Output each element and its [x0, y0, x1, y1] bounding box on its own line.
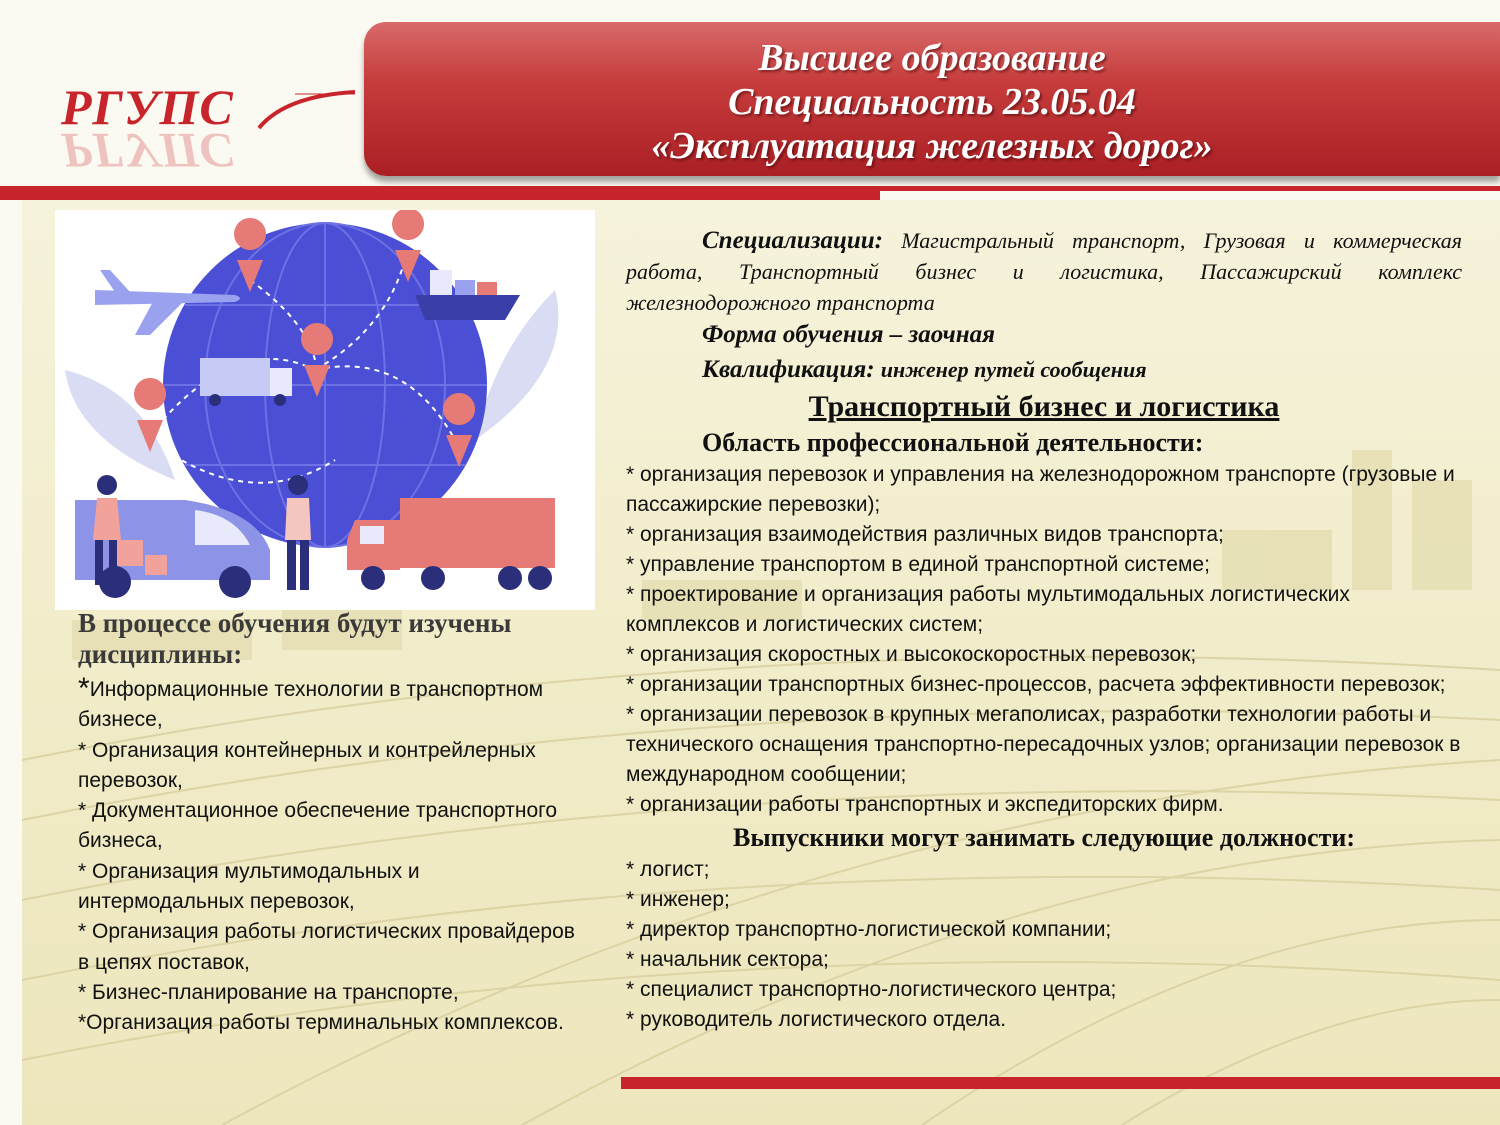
graduates-title: Выпускники могут занимать следующие должности: [733, 823, 1355, 852]
list-item: * управление транспортом в единой транспортной системе; [626, 553, 1210, 576]
list-item: * Бизнес-планирование на транспорте, [78, 980, 459, 1004]
disciplines-block [78, 608, 578, 1039]
specializations-label: Специализации: [702, 227, 884, 254]
list-item: * начальник сектора; [626, 948, 829, 971]
activity-area-title: Область профессиональной деятельности: [702, 428, 1204, 457]
list-item: * специалист транспортно-логистического центра; [626, 978, 1117, 1001]
list-item [78, 674, 578, 736]
list-item: * организация скоростных и высокоскоростных перевозок; [626, 643, 1197, 666]
list-item: * проектирование и организация работы мультимодальных логистических комплексов и логистических систем; [626, 583, 1350, 636]
profile-title: Транспортный бизнес и логистика [808, 390, 1280, 423]
list-item: * руководитель логистического отдела. [626, 1008, 1007, 1031]
header-banner [364, 22, 1500, 176]
list-item: * Организация мультимодальных и интермодальных перевозок, [78, 859, 420, 914]
footer-divider [621, 1077, 1500, 1089]
specializations [626, 225, 1462, 318]
header-line-3: «Эксплуатация железных дорог» [651, 125, 1213, 167]
rgups-logo[interactable] [55, 78, 355, 178]
logo-swoosh [255, 78, 355, 138]
list-item: * инженер; [626, 888, 730, 911]
logistics-illustration [55, 210, 595, 610]
list-item: * Организация контейнерных и контрейлерных перевозок, [78, 738, 536, 792]
list-item: *Организация работы терминальных комплексов. [78, 1011, 564, 1035]
disciplines-title: В процессе обучения будут изучены дисциплины: [78, 608, 512, 669]
list-item: * Организация работы логистических провайдеров в цепях поставок, [78, 920, 575, 974]
graduates-list [626, 855, 1462, 1035]
header-line-1: Высшее образование [758, 37, 1106, 79]
logo-reflection: РГУПС [61, 123, 234, 179]
bullet-star: * [78, 672, 90, 705]
qualification-value: инженер путей сообщения [880, 357, 1147, 382]
list-item: * логист; [626, 858, 710, 881]
program-details [626, 225, 1462, 1035]
list-item: * организация взаимодействия различных видов транспорта; [626, 523, 1224, 546]
disciplines-list [78, 674, 578, 1039]
header-title [364, 36, 1500, 168]
qualification-label: Квалификация: [702, 356, 875, 383]
list-item: * Документационное обеспечение транспортного бизнеса, [78, 799, 558, 853]
header-divider [0, 186, 1500, 200]
list-item: * организации работы транспортных и экспедиторских фирм. [626, 793, 1224, 816]
header-line-2: Специальность 23.05.04 [728, 81, 1136, 123]
activity-area-list [626, 460, 1462, 820]
list-item: * организация перевозок и управления на железнодорожном транспорте (грузовые и пассажирские перевозки); [626, 463, 1455, 516]
list-item-text: Информационные технологии в транспортном бизнесе, [78, 678, 544, 732]
list-item: * директор транспортно-логистической компании; [626, 918, 1112, 941]
qualification [626, 352, 1462, 388]
list-item: * организации транспортных бизнес-процессов, расчета эффективности перевозок; [626, 673, 1446, 696]
study-form: Форма обучения – заочная [702, 321, 995, 348]
logo-text: РГУПС [61, 79, 234, 135]
list-item: * организации перевозок в крупных мегаполисах, разработки технологии работы и технического оснащения транспортно-пересадочных узлов; организации перевозок в международном сообщении; [626, 703, 1461, 786]
specializations-text: Магистральный транспорт, Грузовая и коммерческая работа, Транспортный бизнес и логистика, Пассажирский комплекс железнодорожного транспорта [626, 228, 1463, 315]
